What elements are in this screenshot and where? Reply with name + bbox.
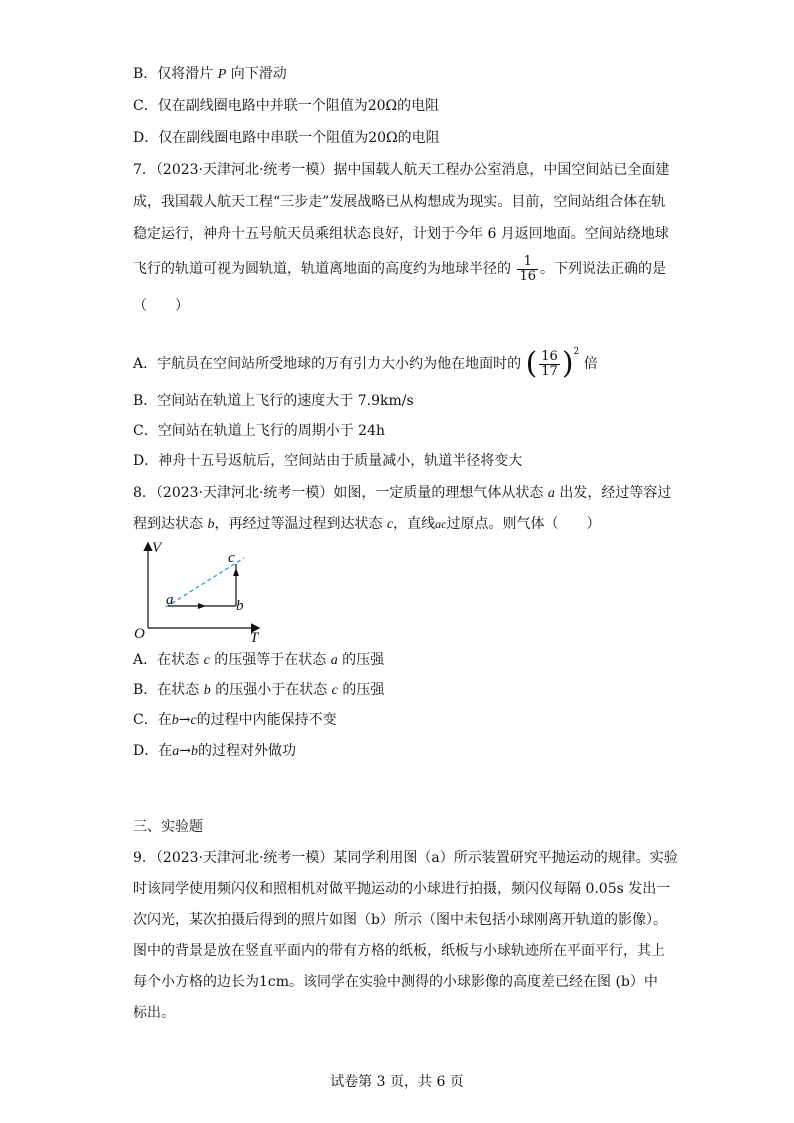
q8-option-c-post: 的过程中内能保持不变 [196, 712, 337, 728]
q8-option-c-arrow: → [178, 712, 191, 728]
q6-option-b-var: P [217, 67, 227, 82]
q8-line-2 [133, 514, 600, 535]
q7-line-1: 7．（2023·天津河北·统考一模）据中国载人航天工程办公室消息，中国空间站已全面建 [133, 162, 670, 178]
q6-option-b-post: 向下滑动 [226, 66, 287, 82]
axis-t-label: T [250, 630, 259, 644]
q8-line-1-pre: 8．（2023·天津河北·统考一模）如图，一定质量的理想气体从状态 [133, 485, 548, 501]
q9-line-4: 图中的背景是放在竖直平面内的带有方格的纸板，纸板与小球轨迹所在平面平行，其上 [133, 943, 665, 959]
q7-option-a-num: 16 [541, 348, 558, 364]
q8-option-d [133, 741, 296, 762]
q9-line-5: 每个小方格的边长为1cm。该同学在实验中测得的小球影像的高度差已经在图 (b）中 [133, 974, 658, 990]
q7-line-3: 稳定运行，神舟十五号航天员乘组状态良好，计划于今年 6 月返回地面。空间站绕地球 [133, 226, 669, 242]
q7-fraction-num: 1 [517, 255, 538, 270]
axis-v-label: V [152, 540, 162, 556]
q7-line-4 [133, 254, 666, 284]
q7-line-2: 成，我国载人航天工程“三步走”发展战略已从构想成为现实。目前，空间站组合体在轨 [133, 194, 666, 210]
q6-option-d: D．仅在副线圈电路中串联一个阻值为20Ω的电阻 [133, 130, 440, 146]
q8-line-1-post: 出发，经过等容过 [554, 485, 672, 501]
q7-option-a-exponent: 2 [573, 347, 580, 357]
q7-option-a-den: 17 [541, 363, 558, 379]
q8-line-1 [133, 483, 671, 504]
q8-option-d-from: a [172, 744, 180, 759]
q8-line-2-b: b [207, 517, 215, 532]
state-a-label: a [166, 592, 174, 608]
q7-option-c: C．空间站在轨道上飞行的周期小于 24h [133, 423, 385, 439]
q7-option-a-post: 倍 [579, 356, 598, 372]
q8-line-2-mid2: ，直线 [393, 516, 436, 532]
q8-option-d-post: 的过程对外做功 [197, 743, 296, 759]
q8-line-2-c: c [386, 517, 394, 532]
q6-option-b [133, 64, 287, 85]
q9-line-6: 标出。 [133, 1005, 175, 1021]
q8-option-d-to: b [190, 744, 198, 759]
ab-arrow [198, 603, 206, 609]
q8-option-c-to: c [190, 713, 197, 728]
q8-option-b-post: 的压强 [337, 682, 385, 698]
q8-option-b-mid: 的压强小于在状态 [210, 682, 332, 698]
q8-option-a [133, 650, 384, 671]
page-footer: 试卷第 3 页，共 6 页 [330, 1074, 464, 1090]
state-b-label: b [236, 598, 244, 614]
q8-line-2-ac: ac [435, 517, 447, 531]
q6-option-c: C．仅在副线圈电路中并联一个阻值为20Ω的电阻 [133, 98, 440, 114]
bc-arrow [233, 568, 239, 576]
q8-option-a-a: a [330, 653, 338, 668]
q8-option-c-from: b [171, 713, 179, 728]
q7-option-a-pre: A．宇航员在空间站所受地球的万有引力大小约为他在地面时的 [133, 356, 526, 372]
q8-line-2-pre: 程到达状态 [133, 516, 208, 532]
q8-option-a-pre: A．在状态 [133, 652, 204, 668]
q8-line-2-post: 过原点。则气体（ ） [446, 516, 601, 532]
q9-line-2: 时该同学使用频闪仪和照相机对做平抛运动的小球进行拍摄，频闪仪每隔 0.05s 发出一 [133, 881, 671, 897]
q8-option-d-pre: D．在 [133, 743, 173, 759]
q8-line-2-mid: ，再经过等温过程到达状态 [214, 516, 387, 532]
q8-option-c-pre: C．在 [133, 712, 172, 728]
state-c-label: c [228, 550, 235, 566]
q8-option-d-arrow: → [179, 743, 191, 759]
q8-option-a-post: 的压强 [337, 652, 385, 668]
q6-option-b-pre: B．仅将滑片 [133, 66, 218, 82]
q8-option-a-c: c [203, 653, 210, 668]
section-heading: 三、实验题 [133, 819, 203, 835]
q8-vt-diagram [128, 536, 268, 644]
q7-option-a: A．宇航员在空间站所受地球的万有引力大小约为他在地面时的 ( $\frac{16}{17}$ )$^2$ 倍 [133, 346, 598, 381]
q7-fraction-den: 16 [519, 268, 536, 284]
q8-option-b-c: c [331, 683, 338, 698]
q8-line-1-var: a [547, 486, 555, 501]
origin-label: O [134, 626, 145, 642]
q7-fraction [517, 255, 538, 284]
q7-line-4-pre: 飞行的轨道可视为圆轨道，轨道离地面的高度约为地球半径的 [133, 261, 516, 277]
q7-option-b: B．空间站在轨道上飞行的速度大于 7.9km/s [133, 393, 414, 409]
q8-option-c [133, 710, 337, 731]
q9-line-3: 次闪光，某次拍摄后得到的照片如图（b）所示（图中未包括小球刚离开轨道的影像）。 [133, 912, 667, 928]
q8-option-b-b: b [203, 683, 211, 698]
q7-option-a-fraction [539, 350, 560, 379]
q9-line-1: 9．（2023·天津河北·统考一模）某同学利用图（a）所示装置研究平抛运动的规律。实验 [133, 850, 678, 866]
q7-blank: （ ） [133, 298, 189, 314]
q8-option-b-pre: B．在状态 [133, 682, 204, 698]
q8-option-b [133, 680, 384, 701]
q8-option-a-mid: 的压强等于在状态 [209, 652, 331, 668]
q7-line-4-post: 。下列说法正确的是 [540, 261, 666, 277]
q7-option-d: D．神舟十五号返航后，空间站由于质量减小，轨道半径将变大 [133, 453, 523, 469]
